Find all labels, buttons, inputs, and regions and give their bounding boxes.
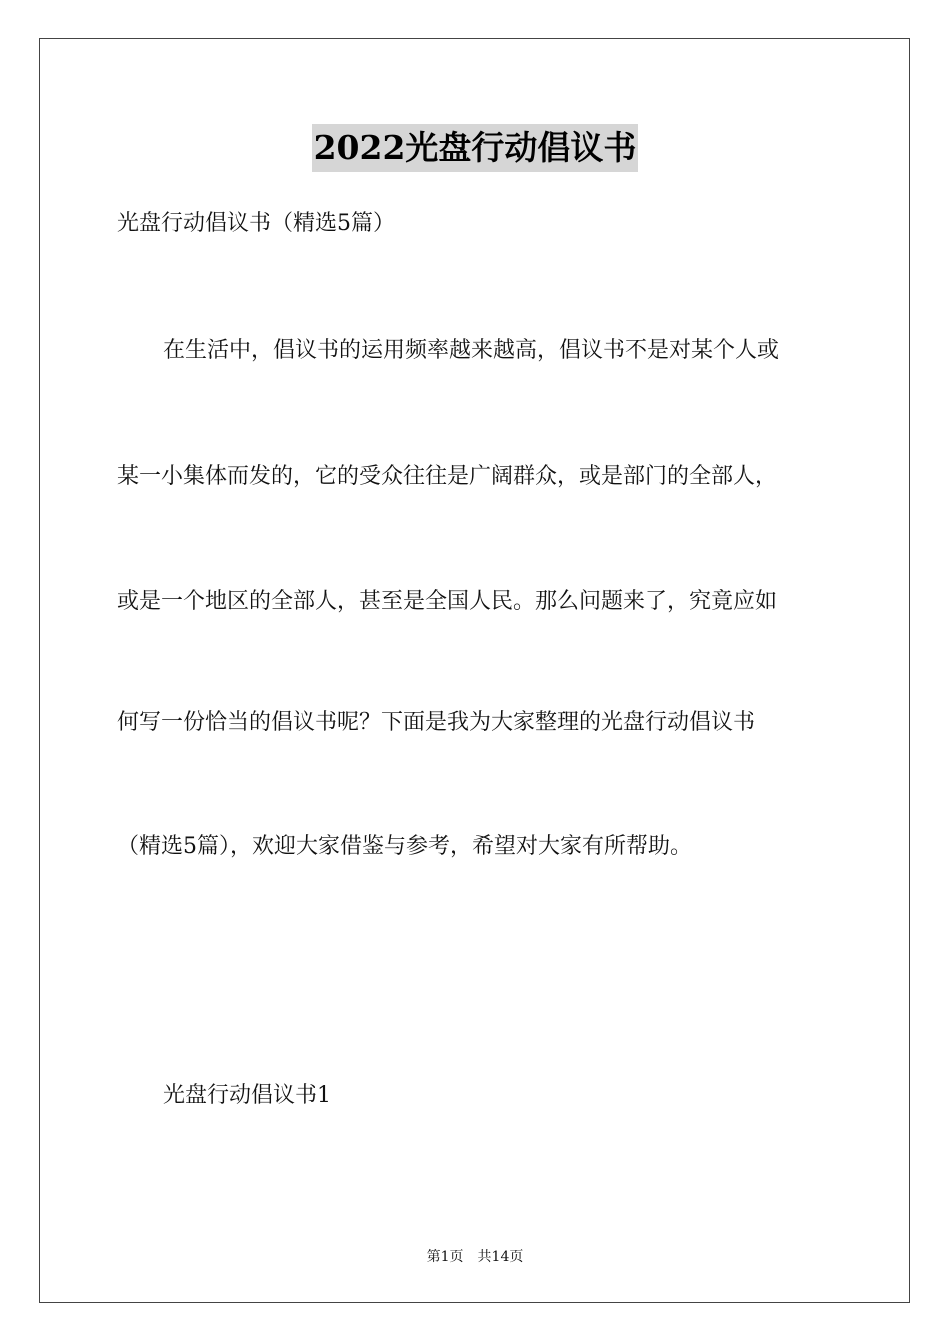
page-total: 共14页 xyxy=(477,1249,524,1265)
paragraph-line: 何写一份恰当的倡议书呢？下面是我为大家整理的光盘行动倡议书 xyxy=(117,710,756,735)
paragraph-line: （精选5篇），欢迎大家借鉴与参考，希望对大家有所帮助。 xyxy=(117,834,692,859)
page-footer xyxy=(0,1246,950,1266)
page-number: 第1页 xyxy=(426,1249,464,1265)
title-container xyxy=(0,124,950,172)
paragraph-line: 或是一个地区的全部人，甚至是全国人民。那么问题来了，究竟应如 xyxy=(117,589,778,614)
paragraph-line: 在生活中，倡议书的运用频率越来越高，倡议书不是对某个人或 xyxy=(163,338,780,363)
section-heading: 光盘行动倡议书1 xyxy=(163,1083,331,1108)
document-subtitle: 光盘行动倡议书（精选5篇） xyxy=(117,211,395,236)
document-title: 2022光盘行动倡议书 xyxy=(312,124,639,172)
paragraph-line: 某一小集体而发的，它的受众往往是广阔群众，或是部门的全部人， xyxy=(117,464,778,489)
